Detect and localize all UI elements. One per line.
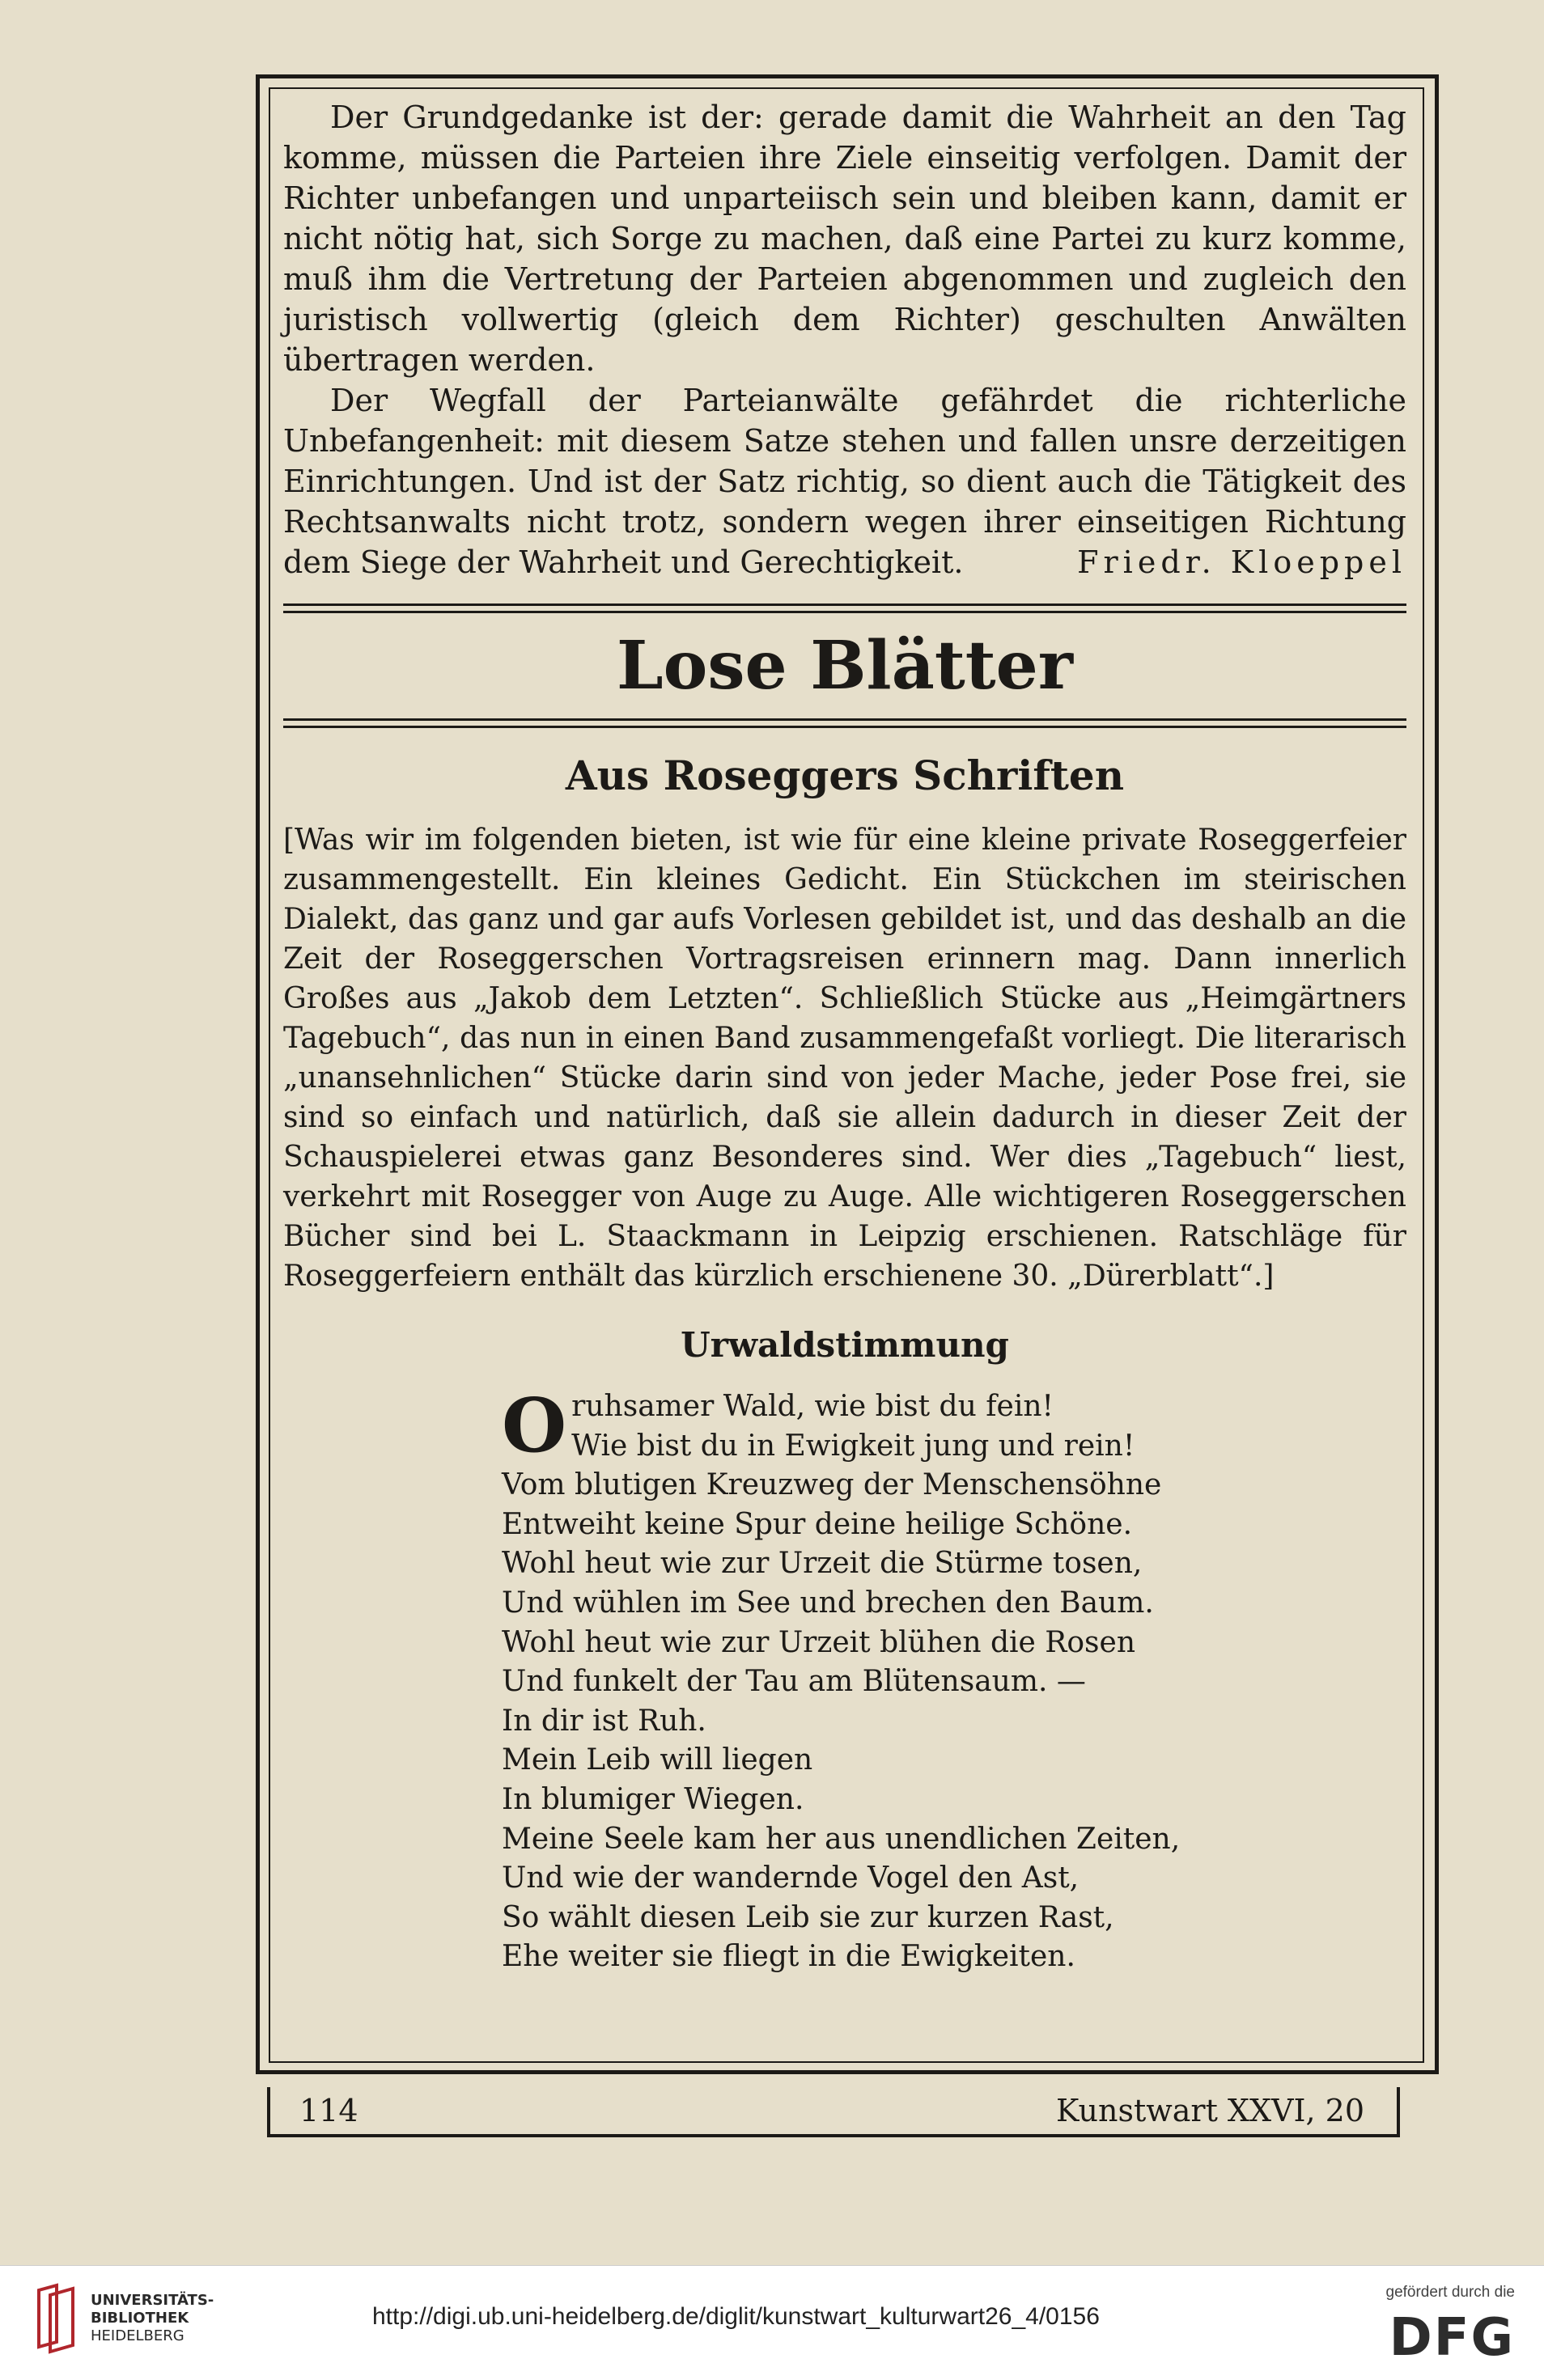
page-footer	[267, 2087, 1400, 2137]
article-paragraph-2	[283, 380, 1406, 582]
library-name-line: BIBLIOTHEK	[91, 2310, 189, 2327]
author-signature: Friedr. Kloeppel	[1077, 544, 1406, 580]
section-subtitle: Aus Roseggers Schriften	[565, 752, 1125, 799]
funded-by-label: gefördert durch die	[1385, 2284, 1515, 2301]
article-paragraph-1: Der Grundgedanke ist der: gerade damit die Wahrheit an den Tag komme, müssen die Parteien ihre Ziele einseitig verfolgen. Damit der Richter unbefangen und unparteiisch sein und bleiben kann, damit er nicht nötig hat, sich Sorge zu machen, daß eine Partei zu kurz komme, muß ihm die Vertretung der Parteien abgenommen und zugleich den juristisch vollwertig (gleich dem Richter) geschulten Anwälten übertragen werden.	[283, 100, 1406, 378]
poem-line: In blumiger Wiegen.	[502, 1782, 804, 1816]
page-content	[283, 97, 1406, 1977]
poem-line: Wohl heut wie zur Urzeit die Stürme tosen,	[502, 1547, 1143, 1581]
poem-line: Vom blutigen Kreuzweg der Menschensöhne	[502, 1468, 1162, 1502]
poem-line: Wohl heut wie zur Urzeit blühen die Rosen	[502, 1625, 1135, 1659]
poem-line: So wählt diesen Leib sie zur kurzen Rast,	[502, 1900, 1114, 1934]
poem-line: Meine Seele kam her aus unendlichen Zeiten,	[502, 1822, 1181, 1856]
library-name-line: HEIDELBERG	[91, 2327, 185, 2344]
library-logo-icon[interactable]	[32, 2282, 81, 2355]
library-name	[91, 2292, 214, 2345]
poem-line: Mein Leib will liegen	[502, 1743, 813, 1777]
poem-line: In dir ist Ruh.	[502, 1704, 706, 1738]
poem-body	[502, 1382, 1406, 1977]
poem-first-line: ruhsamer Wald, wie bist du fein!	[571, 1390, 1054, 1423]
library-name-line: UNIVERSITÄTS-	[91, 2292, 214, 2309]
dfg-logo[interactable]: DFG	[1389, 2308, 1515, 2368]
poem-line: Und wie der wandernde Vogel den Ast,	[502, 1861, 1080, 1895]
poem-line: Ehe weiter sie fliegt in die Ewigkeiten.	[502, 1940, 1075, 1974]
section-title: Lose Blätter	[617, 627, 1073, 705]
section-rule-bottom	[283, 718, 1406, 728]
permalink-url[interactable]: http://digi.ub.uni-heidelberg.de/diglit/kunstwart_kulturwart26_4/0156	[372, 2303, 1100, 2330]
article-paragraph-2-text: Der Wegfall der Parteianwälte gefährdet die richterliche Unbefangenheit: mit diesem Satze stehen und fallen unsre derzeitigen Einrichtungen. Und ist der Satz richtig, so dient auch die Tätigkeit des Rechtsanwalts nicht trotz, sondern wegen ihrer einseitigen Richtung dem Siege der Wahrheit und Gerechtigkeit.	[283, 383, 1406, 580]
poem-line: Und wühlen im See und brechen den Baum.	[502, 1586, 1154, 1620]
section-rule-top	[283, 603, 1406, 613]
poem-line: Wie bist du in Ewigkeit jung und rein!	[571, 1429, 1135, 1463]
editorial-intro: [Was wir im folgenden bieten, ist wie für eine kleine private Roseggerfeier zusammengestellt. Ein kleines Gedicht. Ein Stückchen im steirischen Dialekt, das ganz und gar aufs Vorlesen gebildet ist, und das deshalb an die Zeit der Roseggerschen Vortragsreisen erinnern mag. Dann innerlich Großes aus „Jakob dem Letzten“. Schließlich Stücke aus „Heimgärtners Tagebuch“, das nun in einen Band zusammengefaßt vorliegt. Die literarisch „unansehnlichen“ Stücke darin sind von jeder Mache, jeder Pose frei, sie sind so einfach und natürlich, daß sie allein dadurch in dieser Zeit der Schauspielerei etwas ganz Besonderes sind. Wer dies „Tagebuch“ liest, verkehrt mit Rosegger von Auge zu Auge. Alle wichtigeren Roseggerschen Bücher sind bei L. Staackmann in Leipzig erschienen. Ratschläge für Roseggerfeiern enthält das kürzlich erschienene 30. „Dürerblatt“.]	[283, 824, 1406, 1293]
poem-title: Urwaldstimmung	[681, 1325, 1009, 1365]
poem-dropcap: O	[502, 1382, 567, 1469]
poem-line: Und funkelt der Tau am Blütensaum. —	[502, 1665, 1086, 1699]
poem-line: Entweiht keine Spur deine heilige Schöne.	[502, 1507, 1133, 1541]
page-number: 114	[299, 2093, 358, 2128]
viewer-bar	[0, 2265, 1544, 2380]
journal-issue: Kunstwart XXVI, 20	[1055, 2093, 1364, 2128]
